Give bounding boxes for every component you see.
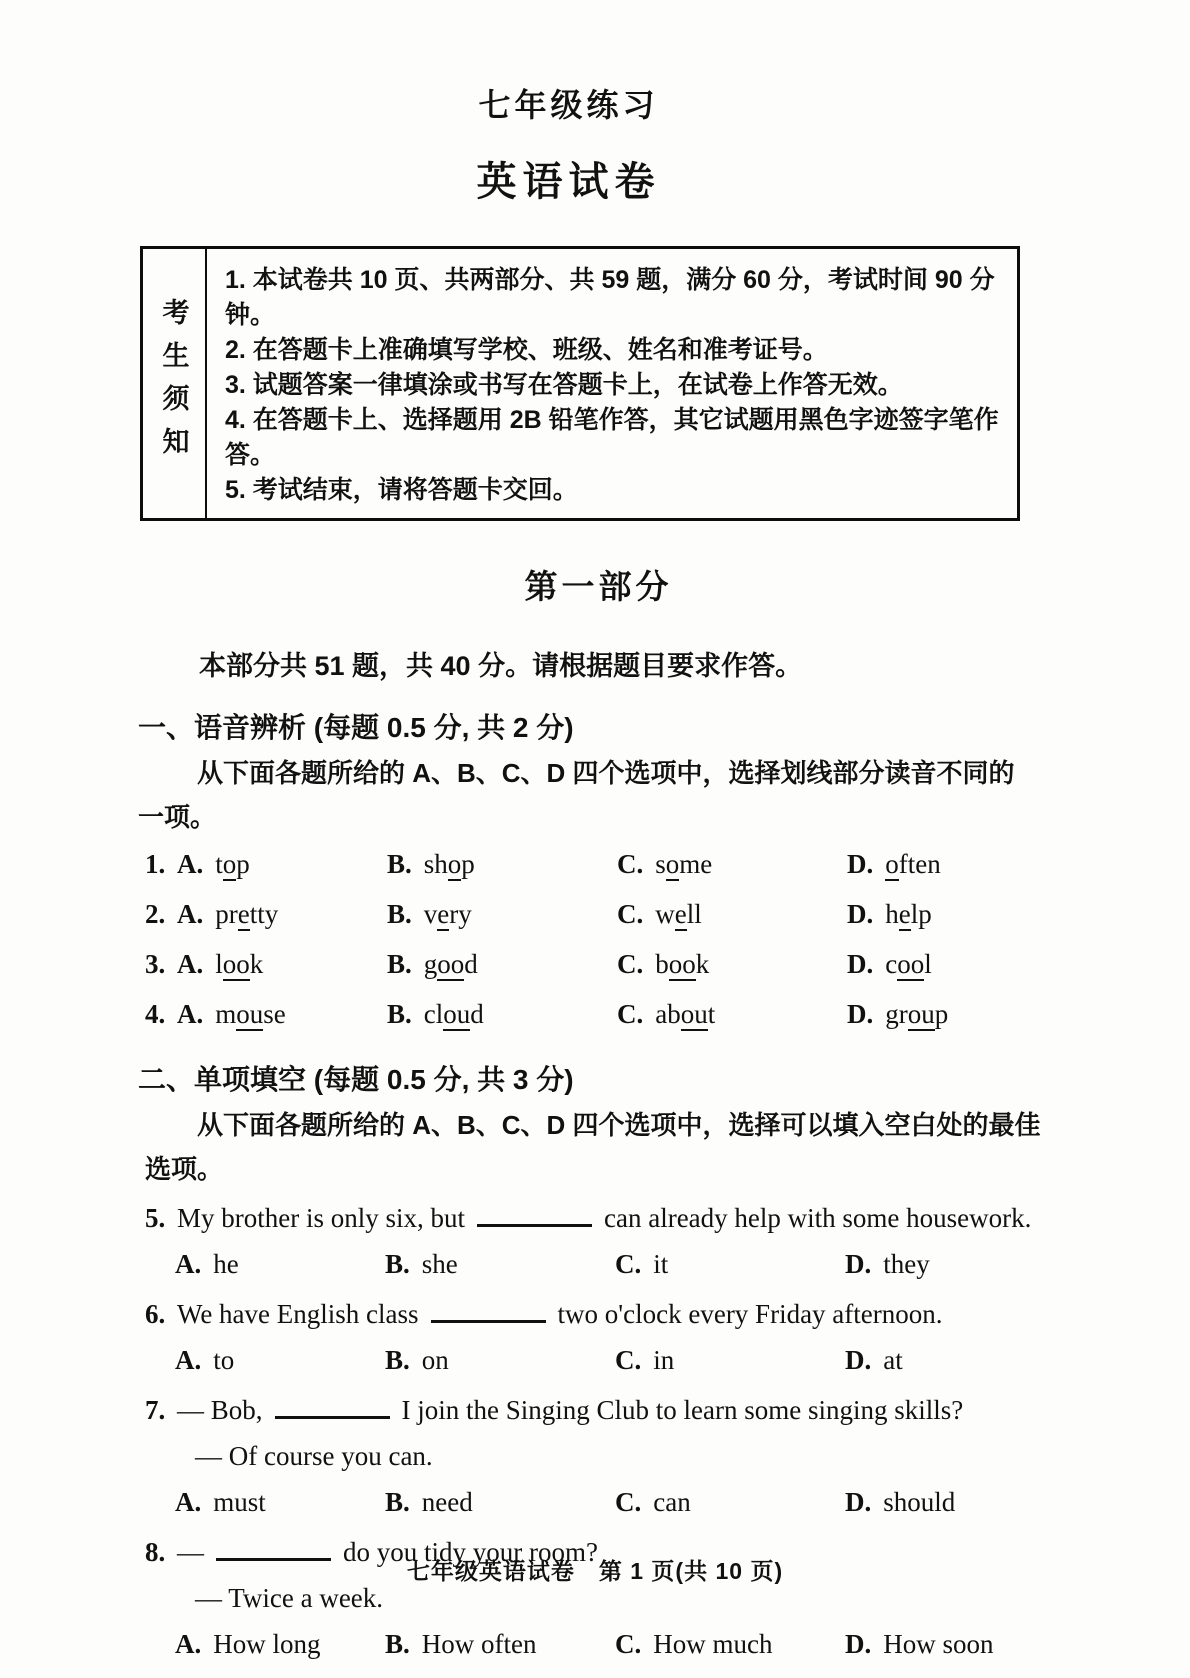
option-label: B.	[385, 1248, 410, 1279]
option-word	[215, 999, 286, 1031]
option	[387, 889, 617, 939]
option	[847, 839, 1052, 889]
word-suffix: k	[695, 948, 710, 979]
option-word	[424, 949, 478, 981]
option-word	[885, 949, 932, 981]
option	[385, 1479, 615, 1525]
word-suffix: ll	[686, 898, 702, 929]
underlined-letters: ou	[907, 998, 935, 1029]
option-label: B.	[387, 848, 412, 879]
underlined-letters: o	[447, 848, 462, 879]
option-word	[655, 999, 715, 1031]
option	[177, 989, 387, 1039]
option	[177, 889, 387, 939]
answer-blank	[431, 1306, 546, 1323]
phonetic-question-list	[145, 839, 1052, 1039]
question-continuation-line	[145, 1433, 1052, 1479]
option-word	[655, 949, 709, 981]
notice-item: 4. 在答题卡上、选择题用 2B 铅笔作答，其它试题用黑色字迹签字笔作答。	[225, 406, 999, 470]
option-label: A.	[175, 1486, 202, 1517]
part-one-intro: 本部分共 51 题，共 40 分。请根据题目要求作答。	[199, 650, 803, 681]
option	[175, 1241, 385, 1287]
question-line	[145, 1291, 1052, 1337]
option-text: she	[421, 1248, 458, 1279]
question-number: 4.	[145, 998, 166, 1029]
question-number: 5.	[145, 1202, 166, 1233]
option	[845, 1621, 1052, 1667]
option	[177, 939, 387, 989]
option-label: A.	[175, 1628, 202, 1659]
option	[615, 1479, 845, 1525]
option-text: they	[883, 1248, 930, 1279]
option	[387, 939, 617, 989]
option	[847, 939, 1052, 989]
option-word	[885, 999, 948, 1031]
option	[175, 1337, 385, 1383]
answer-blank	[275, 1402, 390, 1419]
underlined-letters: oo	[668, 948, 696, 979]
word-prefix: sh	[423, 848, 448, 879]
option-label: D.	[845, 1248, 872, 1279]
option-label: C.	[617, 898, 644, 929]
notice-label-text: 考生须知	[158, 297, 189, 470]
option-word	[215, 949, 263, 981]
notice-item: 1. 本试卷共 10 页、共两部分、共 59 题，满分 60 分，考试时间 90 分钟。	[225, 266, 995, 330]
part-one-heading: 第一部分	[524, 568, 673, 606]
notice-item: 3. 试题答案一律填涂或书写在答题卡上，在试卷上作答无效。	[225, 371, 903, 400]
option-text: on	[421, 1344, 449, 1375]
word-suffix: se	[263, 998, 286, 1029]
underlined-letters: oo	[897, 948, 925, 979]
options-row	[177, 889, 1052, 939]
options-row	[145, 1621, 1052, 1667]
option	[385, 1241, 615, 1287]
options-row	[177, 839, 1052, 889]
option	[847, 989, 1052, 1039]
option-word	[424, 899, 472, 931]
notice-item: 5. 考试结束，请将答题卡交回。	[225, 476, 578, 505]
underlined-letters: e	[674, 898, 687, 929]
question-row	[145, 839, 1052, 889]
question-block	[145, 1195, 1052, 1287]
option-label: A.	[177, 848, 204, 879]
question-text	[177, 1387, 1052, 1433]
text-after-blank: two o'clock every Friday afternoon.	[557, 1298, 943, 1329]
phonetics-instruction-line1: 从下面各题所给的 A、B、C、D 四个选项中，选择划线部分读音不同的	[197, 757, 1015, 788]
option-text: in	[653, 1344, 675, 1375]
underlined-letters: o	[665, 848, 680, 879]
options-row	[145, 1241, 1052, 1287]
word-suffix: lp	[910, 898, 932, 929]
word-prefix: v	[423, 898, 438, 929]
option	[845, 1241, 1052, 1287]
option	[387, 839, 617, 889]
option	[615, 1241, 845, 1287]
page-footer: 七年级英语试卷 第 1 页(共 10 页)	[406, 1558, 784, 1584]
question-number: 6.	[145, 1298, 166, 1329]
word-suffix: p	[934, 998, 949, 1029]
option-text: he	[213, 1248, 239, 1279]
option-text: must	[213, 1486, 266, 1517]
option-word	[424, 849, 475, 881]
option-label: C.	[615, 1628, 642, 1659]
option-label: B.	[387, 948, 412, 979]
text-before-blank: —	[177, 1536, 204, 1567]
option	[617, 939, 847, 989]
option-text: How soon	[883, 1628, 994, 1659]
underlined-letters: ou	[680, 998, 708, 1029]
option-label: A.	[175, 1344, 202, 1375]
question-number: 8.	[145, 1536, 166, 1567]
option-text: How much	[653, 1628, 773, 1659]
word-suffix: p	[461, 848, 475, 879]
word-prefix: h	[885, 898, 899, 929]
option-label: C.	[617, 998, 644, 1029]
option-label: C.	[615, 1248, 642, 1279]
option-label: D.	[847, 998, 874, 1029]
word-suffix: tty	[249, 898, 279, 929]
underlined-letters: o	[885, 848, 899, 879]
word-prefix: b	[655, 948, 669, 979]
option-word	[655, 899, 702, 931]
question-row	[145, 939, 1052, 989]
word-suffix: k	[249, 948, 264, 979]
notice-vertical-label	[143, 249, 207, 518]
word-prefix: gr	[885, 998, 908, 1029]
option-text: should	[883, 1486, 956, 1517]
word-suffix: l	[924, 948, 932, 979]
word-prefix: g	[423, 948, 438, 979]
underlined-letters: oo	[437, 948, 465, 979]
option-word	[885, 849, 940, 881]
word-prefix: c	[885, 948, 898, 979]
page-title: 七年级练习	[478, 87, 659, 123]
question-text	[177, 1195, 1052, 1241]
option-label: D.	[845, 1344, 872, 1375]
option	[847, 889, 1052, 939]
option-label: C.	[617, 948, 644, 979]
word-prefix: cl	[423, 998, 444, 1029]
question-number: 7.	[145, 1394, 166, 1425]
option-label: B.	[385, 1344, 410, 1375]
option-label: C.	[617, 848, 644, 879]
mcq-instruction: 从下面各题所给的 A、B、C、D 四个选项中，选择可以填入空白处的最佳选项。	[145, 1109, 1041, 1184]
option-text: need	[421, 1486, 473, 1517]
candidate-notice-box	[140, 246, 1020, 521]
option-label: A.	[177, 898, 204, 929]
options-row	[177, 939, 1052, 989]
word-prefix: l	[215, 948, 223, 979]
question-row	[145, 889, 1052, 939]
option-label: D.	[845, 1486, 872, 1517]
option-text: to	[213, 1344, 235, 1375]
text-after-blank: do you tidy your room?	[343, 1536, 598, 1567]
option-label: D.	[845, 1628, 872, 1659]
option	[845, 1479, 1052, 1525]
underlined-letters: oo	[222, 948, 250, 979]
text-before-blank: — Bob,	[177, 1394, 263, 1425]
option	[617, 839, 847, 889]
option-text: can	[653, 1486, 691, 1517]
option-label: B.	[387, 998, 412, 1029]
text-before-blank: We have English class	[177, 1298, 419, 1329]
word-prefix: w	[655, 898, 675, 929]
option-label: C.	[615, 1486, 642, 1517]
option-label: A.	[177, 948, 204, 979]
word-suffix: d	[470, 998, 484, 1029]
section-mcq-heading: 二、单项填空 (每题 0.5 分, 共 3 分)	[138, 1063, 574, 1095]
option-text: it	[653, 1248, 669, 1279]
option	[175, 1479, 385, 1525]
question-block	[145, 1291, 1052, 1383]
text-after-blank: can already help with some housework.	[604, 1202, 1032, 1233]
word-prefix: s	[655, 848, 666, 879]
option-label: B.	[385, 1486, 410, 1517]
option-label: B.	[385, 1628, 410, 1659]
option-label: B.	[387, 898, 412, 929]
option-label: D.	[847, 848, 874, 879]
question-text	[177, 1291, 1052, 1337]
section-phonetics-heading: 一、语音辨析 (每题 0.5 分, 共 2 分)	[138, 711, 574, 743]
mcq-question-list	[145, 1195, 1052, 1667]
text-before-blank: — Of course you can.	[195, 1440, 433, 1471]
option-word	[215, 899, 278, 931]
option	[385, 1621, 615, 1667]
question-block	[145, 1387, 1052, 1525]
option	[175, 1621, 385, 1667]
word-suffix: ften	[898, 848, 941, 879]
question-number: 3.	[145, 948, 166, 979]
option-word	[885, 899, 932, 931]
question-row	[145, 989, 1052, 1039]
option	[615, 1621, 845, 1667]
option-label: D.	[847, 898, 874, 929]
underlined-letters: e	[898, 898, 911, 929]
word-prefix: ab	[655, 998, 681, 1029]
option-text: How often	[421, 1628, 537, 1659]
text-before-blank: — Twice a week.	[195, 1582, 384, 1613]
word-prefix: m	[215, 998, 237, 1029]
option	[617, 989, 847, 1039]
options-row	[145, 1337, 1052, 1383]
notice-item: 2. 在答题卡上准确填写学校、班级、姓名和准考证号。	[225, 336, 828, 365]
underlined-letters: ou	[236, 998, 264, 1029]
option-label: D.	[847, 948, 874, 979]
option-text: How long	[213, 1628, 321, 1659]
option	[617, 889, 847, 939]
option	[385, 1337, 615, 1383]
word-suffix: d	[464, 948, 478, 979]
text-before-blank: My brother is only six, but	[177, 1202, 465, 1233]
option-label: C.	[615, 1344, 642, 1375]
option-word	[215, 849, 250, 881]
page-subtitle: 英语试卷	[476, 160, 661, 205]
option	[615, 1337, 845, 1383]
question-number: 1.	[145, 848, 166, 879]
option-text: at	[883, 1344, 903, 1375]
word-suffix: p	[236, 848, 250, 879]
option	[387, 989, 617, 1039]
phonetics-instruction-line2: 一项。	[138, 801, 217, 832]
answer-blank	[477, 1210, 592, 1227]
text-after-blank: I join the Singing Club to learn some singing skills?	[401, 1394, 964, 1425]
underlined-letters: o	[222, 848, 237, 879]
options-row	[145, 1479, 1052, 1525]
option	[177, 839, 387, 889]
options-row	[177, 989, 1052, 1039]
option-label: A.	[175, 1248, 202, 1279]
word-suffix: t	[707, 998, 716, 1029]
underlined-letters: ou	[443, 998, 471, 1029]
word-prefix: t	[215, 848, 223, 879]
underlined-letters: e	[437, 898, 450, 929]
question-line	[145, 1195, 1052, 1241]
option-word	[424, 999, 484, 1031]
underlined-letters: e	[237, 898, 250, 929]
word-prefix: pr	[215, 898, 238, 929]
word-suffix: me	[679, 848, 713, 879]
question-number: 2.	[145, 898, 166, 929]
option-label: A.	[177, 998, 204, 1029]
option-word	[655, 849, 712, 881]
question-line	[145, 1387, 1052, 1433]
option	[845, 1337, 1052, 1383]
word-suffix: ry	[449, 898, 472, 929]
question-block	[145, 1529, 1052, 1667]
notice-items	[207, 249, 1017, 518]
